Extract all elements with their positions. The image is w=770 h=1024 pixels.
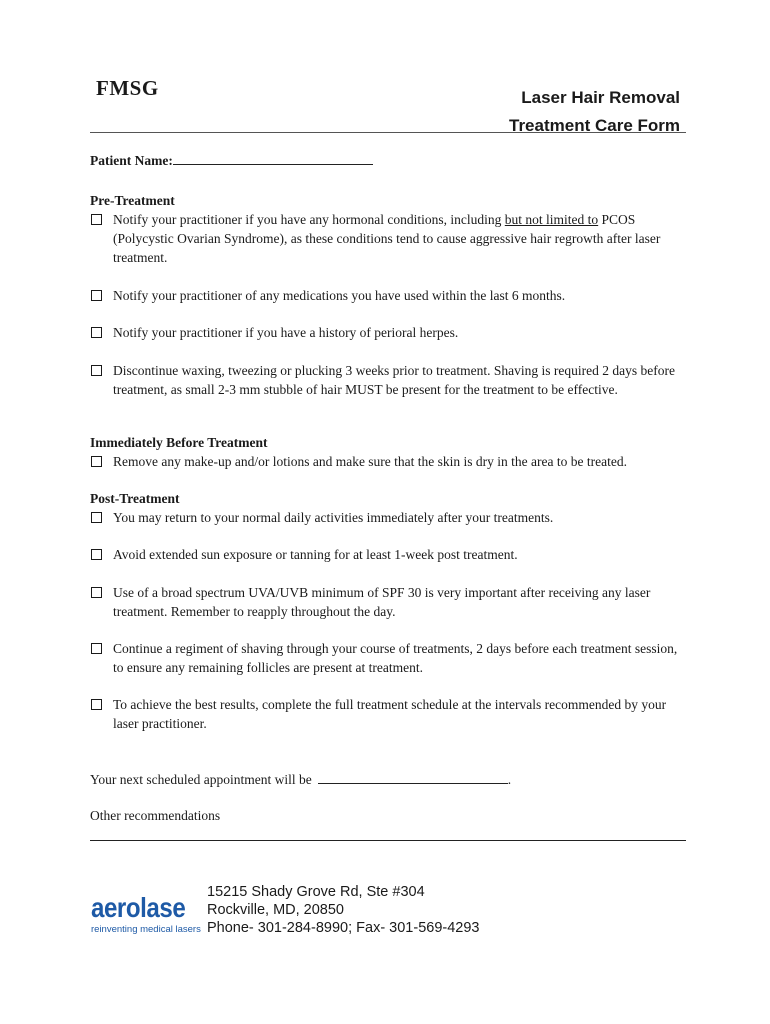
checklist-item xyxy=(90,639,690,677)
patient-name-blank[interactable] xyxy=(173,152,373,165)
immediately-before-section xyxy=(90,433,690,471)
checklist-item xyxy=(90,452,690,471)
checklist-item-text: Remove any make-up and/or lotions and make sure that the skin is dry in the area to be treated. xyxy=(113,454,627,469)
checklist-item-text xyxy=(113,210,690,267)
checklist-item-text: Discontinue waxing, tweezing or plucking 3 weeks prior to treatment. Shaving is required 2 days before treatment, as small 2-3 mm stubble of hair MUST be present for the treatment to be effective. xyxy=(113,363,675,397)
underlined-phrase: but not limited to xyxy=(504,212,599,227)
post-treatment-section xyxy=(90,489,690,733)
form-title-line2: Treatment Care Form xyxy=(509,116,680,135)
aerolase-logo xyxy=(91,893,201,935)
checklist-item-text: Notify your practitioner of any medications you have used within the last 6 months. xyxy=(113,288,566,303)
checklist-item-text: You may return to your normal daily activities immediately after your treatments. xyxy=(113,510,554,525)
checkbox[interactable] xyxy=(91,327,102,338)
other-recommendations-blank[interactable] xyxy=(90,840,686,841)
header-divider xyxy=(90,132,686,133)
checklist-item xyxy=(90,583,690,621)
sentence-period: . xyxy=(507,772,512,787)
next-appointment-blank[interactable] xyxy=(318,771,508,784)
patient-name-row xyxy=(90,152,373,169)
contact-block xyxy=(207,883,479,937)
form-title-line1: Laser Hair Removal xyxy=(521,88,680,107)
checklist-item xyxy=(90,361,690,399)
checkbox[interactable] xyxy=(91,512,102,523)
checklist-item-text: Continue a regiment of shaving through your course of treatments, 2 days before each treatment session, to ensure any remaining follicles are present at treatment. xyxy=(113,641,678,675)
checklist-item xyxy=(90,286,690,305)
checkbox[interactable] xyxy=(91,699,102,710)
checkbox[interactable] xyxy=(91,587,102,598)
next-appointment-row xyxy=(90,771,511,788)
checklist-item xyxy=(90,323,690,342)
address-line1: 15215 Shady Grove Rd, Ste #304 xyxy=(207,884,425,900)
immediately-before-heading: Immediately Before Treatment xyxy=(90,435,268,450)
checkbox[interactable] xyxy=(91,214,102,225)
next-appointment-label: Your next scheduled appointment will be xyxy=(90,772,312,787)
logo-wordmark: aerolase xyxy=(91,892,186,923)
pre-treatment-section xyxy=(90,191,690,399)
checkbox[interactable] xyxy=(91,290,102,301)
checklist-item xyxy=(90,210,690,267)
item-text-part: Notify your practitioner if you have any hormonal conditions, including xyxy=(113,212,505,227)
address-line2: Rockville, MD, 20850 xyxy=(207,902,344,918)
checkbox[interactable] xyxy=(91,643,102,654)
checkbox[interactable] xyxy=(91,456,102,467)
checklist-item-text: To achieve the best results, complete the full treatment schedule at the intervals recommended by your laser practitioner. xyxy=(113,697,667,731)
checkbox[interactable] xyxy=(91,365,102,376)
checklist-item xyxy=(90,695,690,733)
logo-tagline: reinventing medical lasers xyxy=(91,924,201,935)
brand-name: FMSG xyxy=(96,76,159,100)
checklist-item-text: Notify your practitioner if you have a history of perioral herpes. xyxy=(113,325,459,340)
checklist-item-text: Avoid extended sun exposure or tanning for at least 1-week post treatment. xyxy=(113,547,518,562)
phone-fax-line: Phone- 301-284-8990; Fax- 301-569-4293 xyxy=(207,920,480,936)
checklist-item-text: Use of a broad spectrum UVA/UVB minimum of SPF 30 is very important after receiving any laser treatment. Remember to reapply throughout the day. xyxy=(113,585,651,619)
checklist-item xyxy=(90,545,690,564)
other-recommendations-label: Other recommendations xyxy=(90,808,221,823)
patient-name-label: Patient Name: xyxy=(90,153,173,168)
checkbox[interactable] xyxy=(91,549,102,560)
pre-treatment-heading: Pre-Treatment xyxy=(90,193,175,208)
item-text-part: PCOS (Polycystic Ovarian Syndrome), as these conditions tend to cause aggressive hair regrowth after laser treatment. xyxy=(113,212,661,265)
checklist-item xyxy=(90,508,690,527)
post-treatment-heading: Post-Treatment xyxy=(90,491,180,506)
